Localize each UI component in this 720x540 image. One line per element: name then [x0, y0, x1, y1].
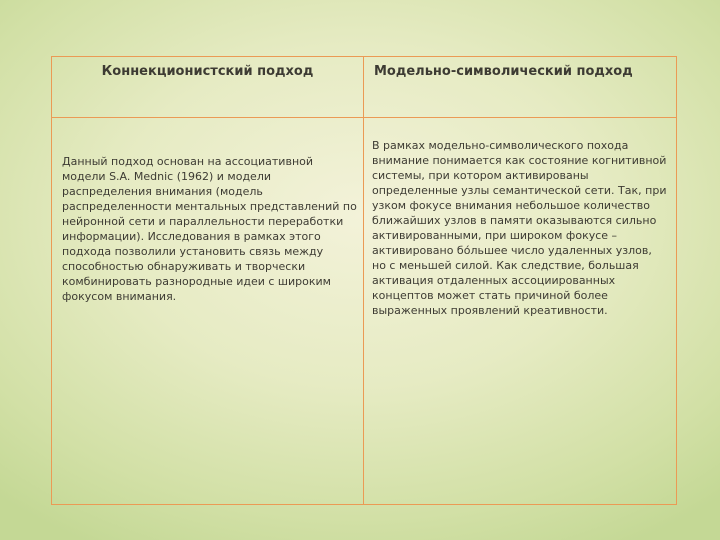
comparison-table [51, 56, 677, 505]
table-row [52, 118, 677, 505]
cell-model-symbolic-description: В рамках модельно-символического похода внимание понимается как состояние когнитивной системы, при котором активированы определенные узлы семантической сети. Так, при узком фокусе внимания небольшое количество ближайших узлов в памяти оказываются сильно активированными, при широком фокусе – активировано бо́льшее число удаленных узлов, но с меньшей силой. Как следствие, большая активация отдаленных ассоциированных концептов может стать причиной более выраженных проявлений креативности. [364, 118, 677, 505]
header-connectionist: Коннекционистский подход [52, 57, 364, 118]
table-header-row [52, 57, 677, 118]
cell-connectionist-description: Данный подход основан на ассоциативной модели S.A. Mednic (1962) и модели распределения внимания (модель распределенности ментальных представлений по нейронной сети и параллельности переработки информации). Исследования в рамках этого подхода позволили установить связь между способностью обнаруживать и творчески комбинировать разнородные идеи с широким фокусом внимания. [52, 118, 364, 505]
header-model-symbolic: Модельно-символический подход [364, 57, 677, 118]
